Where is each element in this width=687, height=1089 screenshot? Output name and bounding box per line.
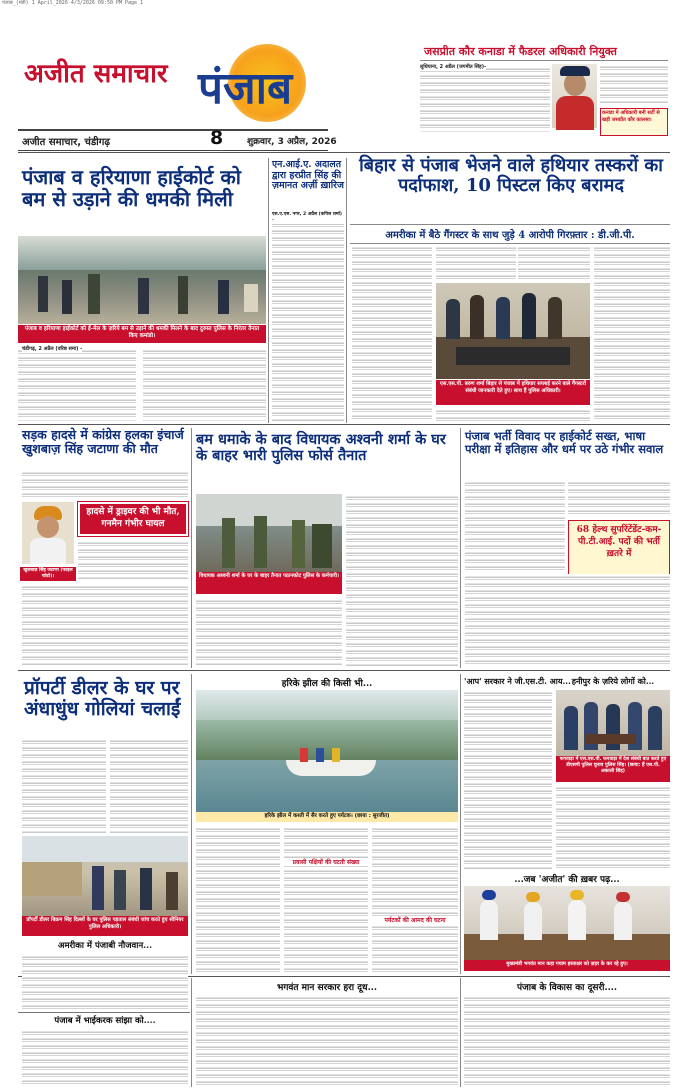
weapons-headline: बिहार से पंजाब भेजने वाले हथियार तस्करों का पर्दाफाश, 10 पिस्टल किए बरामद	[359, 155, 663, 197]
boxer-body	[22, 1029, 188, 1085]
hc-recruit-body-1	[465, 480, 565, 570]
weapons-photo	[436, 283, 590, 379]
bomb-threat-photo	[18, 236, 266, 324]
hanifpur-headline: हनीपुर के ज़रिये लोगों को...	[571, 676, 655, 686]
issue-date: शुक्रवार, 3 अप्रैल, 2026	[247, 137, 337, 147]
mla-body-2	[346, 494, 458, 666]
masthead-right-title: पंजाब	[198, 63, 293, 114]
congress-caption: खुशबाज़ सिंह जटाणा (फाइल फोटो)।	[20, 567, 76, 581]
hc-recruit-headline: पंजाब भर्ती विवाद पर हाईकोर्ट सख्त, भाषा परीक्षा में इतिहास और धर्म पर उठे गंभीर सवाल	[465, 429, 664, 456]
property-caption: प्रॉपर्टी डीलर बिक्रम सिंह दिल्लों के घर पुलिस पड़ताल संबंधी जांच करते हुए सीनियर पुलिस अधिकारी।	[22, 916, 188, 936]
property-body-2	[110, 738, 188, 834]
bhagwant-body	[196, 995, 458, 1085]
congress-body-bottom	[22, 584, 188, 666]
develop-body	[464, 995, 670, 1085]
jaspreet-dateline: लुधियाना, 2 अप्रैल (जगमीत सिंह)-	[420, 64, 487, 70]
nia-headline: एन.आई.ए. अदालत द्वारा हरप्रीत सिंह की ज़मानत अर्ज़ी ख़ारिज	[272, 159, 344, 192]
ajit-news-headline: ...जब 'अजीत' की ख़बर पढ़...	[514, 875, 620, 885]
hc-recruit-body-2	[568, 480, 670, 516]
property-photo	[22, 836, 188, 916]
jaspreet-body-right	[600, 64, 668, 104]
jaspreet-headline: जसप्रीत कौर कनाडा में फैडरल अधिकारी नियुक्त	[424, 45, 617, 58]
congress-box-text: हादसे में ड्राइवर की भी मौत, गनमैन गंभीर घायल	[86, 507, 180, 529]
develop-headline: पंजाब के विकास का दूसरी....	[516, 983, 618, 993]
jaspreet-body	[420, 66, 550, 132]
congress-headline: सड़क हादसे में कांग्रेस हलका इंचार्ज खुशबाज़ सिंह जटाणा की मौत	[22, 427, 184, 456]
harike-subhead-2: पर्यटकों की आमद की घटना	[372, 916, 458, 924]
hc-recruit-body-3	[465, 574, 670, 666]
ajit-news-caption: मुख्यमंत्री भगवंत मान कहा गयाम हस्ताक्षर को ज़हर के कर रहे हुए।	[464, 960, 670, 971]
mla-body-1	[196, 598, 342, 666]
page-number: 8	[210, 127, 224, 149]
bomb-threat-headline: पंजाब व हरियाणा हाईकोर्ट को बम से उड़ाने की धमकी मिली	[22, 165, 241, 212]
harike-body-3	[372, 826, 458, 974]
harike-body-2	[284, 826, 368, 974]
property-body-1	[22, 738, 106, 834]
aap-body	[464, 690, 552, 870]
weapons-body-3	[518, 245, 590, 281]
mla-caption: विधायक अश्वनी शर्मा के घर के बाहर तैनात पठानकोट पुलिस के कर्मचारी।	[196, 572, 342, 594]
hanifpur-caption: फगवाड़ा में एस.एस.पी. फगवाड़ा में देश संबंधी बात करते हुए डीएसपी पुलिस चुनाव पुलिस सिंह। (छाया: हैं एस.पी. अकाली सिंह)	[556, 756, 670, 782]
jaspreet-caption: कनाडा में अधिकारी बनी सर्टी से खड़ी जसप्रीत कौर कालसा।	[602, 110, 660, 123]
mla-photo	[196, 494, 342, 572]
harike-body-1	[196, 826, 280, 974]
jaspreet-photo	[552, 64, 597, 128]
location-line: अजीत समाचार, चंडीगढ़	[22, 137, 111, 148]
weapons-body-2	[436, 245, 516, 281]
weapons-body-4	[594, 245, 670, 421]
bomb-threat-dateline: चंडीगढ़, 2 अप्रैल (वरिष्ठ समा) -	[22, 346, 83, 352]
weapons-caption: एस.एस.पी. बरुण शर्मा बिहार से पंजाब में हथियार सप्लाई करने वाले गैंगस्टरों संबंधी जानकारी देते हुए। साथ हैं पुलिस अधिकारी।	[436, 380, 590, 405]
harike-subhead-1: प्रवासी पक्षियों की घटती संख्या	[284, 858, 368, 866]
hanifpur-photo	[556, 690, 670, 756]
nia-dateline: एस.ए.एस. नगर, 2 अप्रैल (कपिल शर्मा) -	[272, 212, 344, 224]
congress-body-right	[78, 540, 188, 580]
harike-headline: हरिके झील की किसी भी...	[281, 679, 373, 689]
aap-headline: 'आप' सरकार ने जी.एस.टी. आय...	[464, 676, 571, 686]
masthead-left-title: अजीत समाचार	[24, 59, 168, 89]
harike-caption: हरिके झील में कश्ती में सैर करते हुए पर्यटक। (छाया : सुरजीत)	[196, 812, 458, 822]
boxer-headline: पंजाब में भाईकरक सांझा को....	[54, 1016, 156, 1026]
print-slug: पंजाब_(मंडी) 1 April_2026 4/3/2026 09:50 PM Page 1	[2, 0, 144, 6]
bomb-threat-body-1	[18, 348, 136, 421]
america-headline: अमरीका में पंजाबी नौजवान...	[22, 940, 188, 951]
bomb-threat-caption: पंजाब व हरियाणा हाईकोर्ट को ई-मेल के ज़रिये बम से उड़ाने की धमकी मिलने के बाद दुरुस्त पुलिस के निरंतर तैनात किए कमांडो।	[18, 325, 266, 343]
property-headline: प्रॉपर्टी डीलर के घर पर अंधाधुंध गोलियां चलाईं	[24, 677, 181, 721]
harike-photo	[196, 690, 458, 812]
congress-photo	[22, 502, 74, 564]
bomb-threat-body-2	[143, 348, 266, 421]
mla-headline: बम धमाके के बाद विधायक अश्वनी शर्मा के घर के बाहर भारी पुलिस फोर्स तैनात	[196, 431, 446, 465]
bhagwant-headline: भगवंत मान सरकार हरा दूध...	[277, 983, 377, 993]
ajit-news-photo	[464, 886, 670, 960]
nia-body	[272, 214, 344, 421]
weapons-body-1	[352, 245, 432, 421]
hanifpur-body	[556, 785, 670, 870]
weapons-body-5	[436, 408, 590, 421]
congress-body-top	[22, 470, 188, 498]
hc-recruit-box-text: 68 हेल्थ सुपरिंटेंडेंट-कम-पी.टी.आई. पदों की भर्ती ख़तरे में	[576, 525, 662, 559]
america-body	[22, 954, 188, 1010]
weapons-subhead: अमरीका में बैठे गैंगस्टर के साथ जुड़े 4 आरोपी गिरफ़्तार : डी.जी.पी.	[350, 224, 670, 244]
